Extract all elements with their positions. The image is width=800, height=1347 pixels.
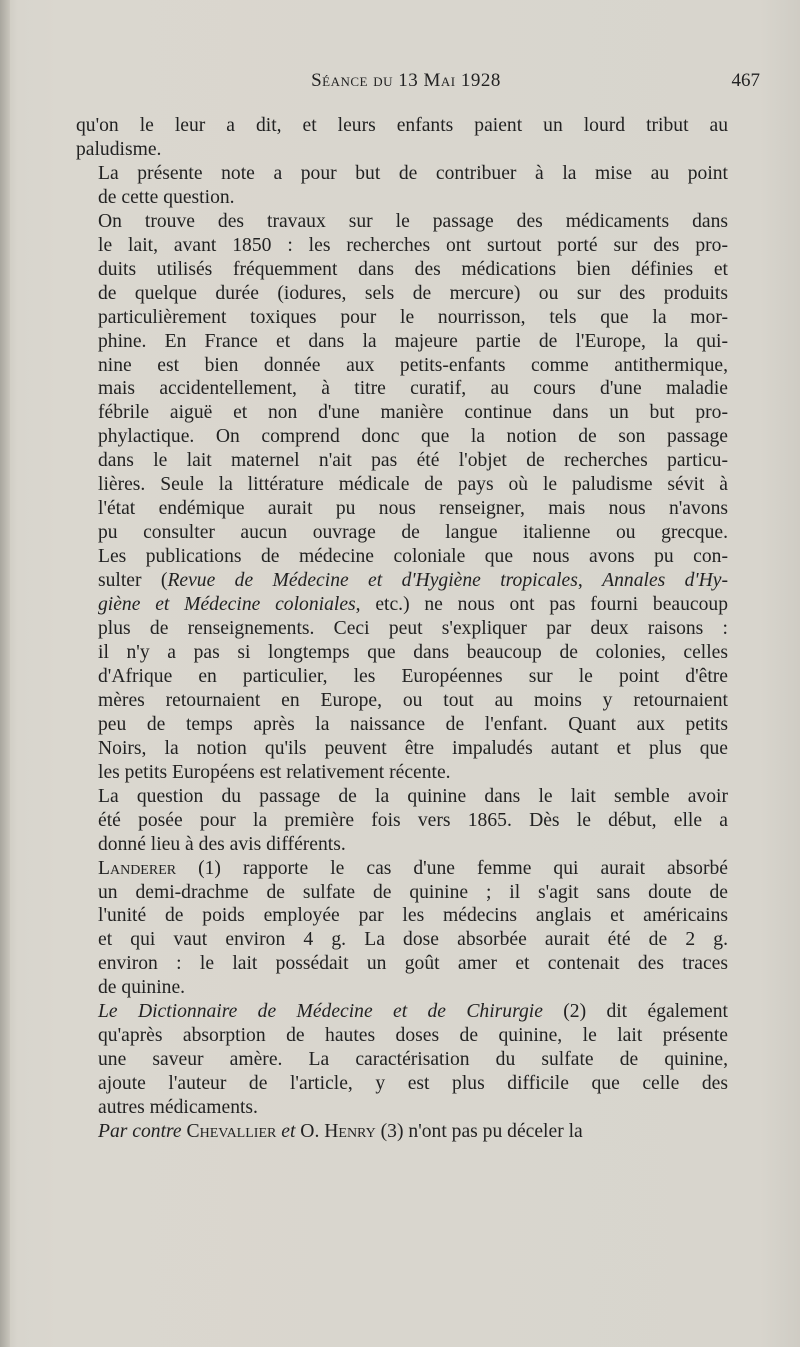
text-line: pu consulter aucun ouvrage de langue italienne ou grecque.: [98, 522, 728, 544]
paragraph: [76, 1120, 728, 1144]
text-line: duits utilisés fréquemment dans des médications bien définies et: [98, 258, 728, 280]
text-line: Le Dictionnaire de Médecine et de Chirurgie (2) dit également: [98, 1001, 728, 1023]
text-line: mères retournaient en Europe, ou tout au moins y retournaient: [98, 689, 728, 711]
text-line: mais accidentellement, à titre curatif, au cours d'une maladie: [98, 378, 728, 400]
text-line: de cette question.: [98, 186, 235, 208]
text-line: qu'on le leur a dit, et leurs enfants paient un lourd tribut au: [76, 115, 728, 136]
paragraph: [76, 785, 728, 857]
paragraph: [76, 857, 728, 1001]
text-line: le lait, avant 1850 : les recherches ont surtout porté sur des pro-: [98, 234, 728, 256]
text-line: d'Afrique en particulier, les Européennes sur le point d'être: [98, 665, 728, 687]
text-line: plus de renseignements. Ceci peut s'expliquer par deux raisons :: [98, 618, 728, 640]
page-number: 467: [731, 70, 760, 91]
text-line: l'état endémique aurait pu nous renseigner, mais nous n'avons: [98, 498, 728, 520]
running-title: Séance du 13 Mai 1928: [311, 70, 501, 91]
text-line: giène et Médecine coloniales, etc.) ne nous ont pas fourni beaucoup: [98, 594, 728, 616]
text-line: dans le lait maternel n'ait pas été l'objet de recherches particu-: [98, 450, 728, 472]
text-line: fébrile aiguë et non d'une manière continue dans un but pro-: [98, 402, 728, 424]
text-line: de quelque durée (iodures, sels de mercure) ou sur des produits: [98, 282, 728, 304]
text-line: nine est bien donnée aux petits-enfants comme antithermique,: [98, 354, 728, 376]
text-line: il n'y a pas si longtemps que dans beaucoup de colonies, celles: [98, 641, 728, 663]
text-line: Par contre Chevallier et O. Henry (3) n'ont pas pu déceler la: [98, 1121, 583, 1143]
running-header: [76, 70, 760, 100]
text-line: une saveur amère. La caractérisation du sulfate de quinine,: [98, 1049, 728, 1071]
text-line: l'unité de poids employée par les médecins anglais et américains: [98, 905, 728, 927]
text-line: La question du passage de la quinine dans le lait semble avoir: [98, 785, 728, 807]
text-line: Landerer (1) rapporte le cas d'une femme qui aurait absorbé: [98, 857, 728, 879]
text-line: autres médicaments.: [98, 1097, 258, 1119]
text-line: donné lieu à des avis différents.: [98, 833, 346, 855]
text-line: On trouve des travaux sur le passage des médicaments dans: [98, 210, 728, 232]
text-line: particulièrement toxiques pour le nourrisson, tels que la mor-: [98, 306, 728, 328]
text-line: un demi-drachme de sulfate de quinine ; il s'agit sans doute de: [98, 881, 728, 903]
text-line: phine. En France et dans la majeure partie de l'Europe, la qui-: [98, 330, 728, 352]
text-line: été posée pour la première fois vers 1865. Dès le début, elle a: [98, 809, 728, 831]
text-line: Noirs, la notion qu'ils peuvent être impaludés autant et plus que: [98, 737, 728, 759]
text-line: environ : le lait possédait un goût amer et contenait des traces: [98, 953, 728, 975]
paragraph: [76, 114, 728, 162]
text-line: lières. Seule la littérature médicale de pays où le paludisme sévit à: [98, 474, 728, 496]
text-line: phylactique. On comprend donc que la notion de son passage: [98, 426, 728, 448]
book-spine-shadow: [0, 0, 10, 1347]
text-line: les petits Européens est relativement récente.: [98, 761, 451, 783]
text-line: ajoute l'auteur de l'article, y est plus difficile que celle des: [98, 1073, 728, 1095]
text-line: de quinine.: [98, 977, 186, 999]
body-text: [76, 114, 728, 1144]
text-line: paludisme.: [76, 138, 162, 160]
text-line: qu'après absorption de hautes doses de quinine, le lait présente: [98, 1025, 728, 1047]
text-line: sulter (Revue de Médecine et d'Hygiène tropicales, Annales d'Hy-: [98, 570, 728, 592]
paragraph: [76, 1000, 728, 1120]
paragraph: [76, 210, 728, 785]
text-line: Les publications de médecine coloniale que nous avons pu con-: [98, 546, 728, 568]
paragraph: [76, 162, 728, 210]
text-line: et qui vaut environ 4 g. La dose absorbée aurait été de 2 g.: [98, 929, 728, 951]
text-line: La présente note a pour but de contribuer à la mise au point: [98, 162, 728, 184]
text-line: peu de temps après la naissance de l'enfant. Quant aux petits: [98, 713, 728, 735]
